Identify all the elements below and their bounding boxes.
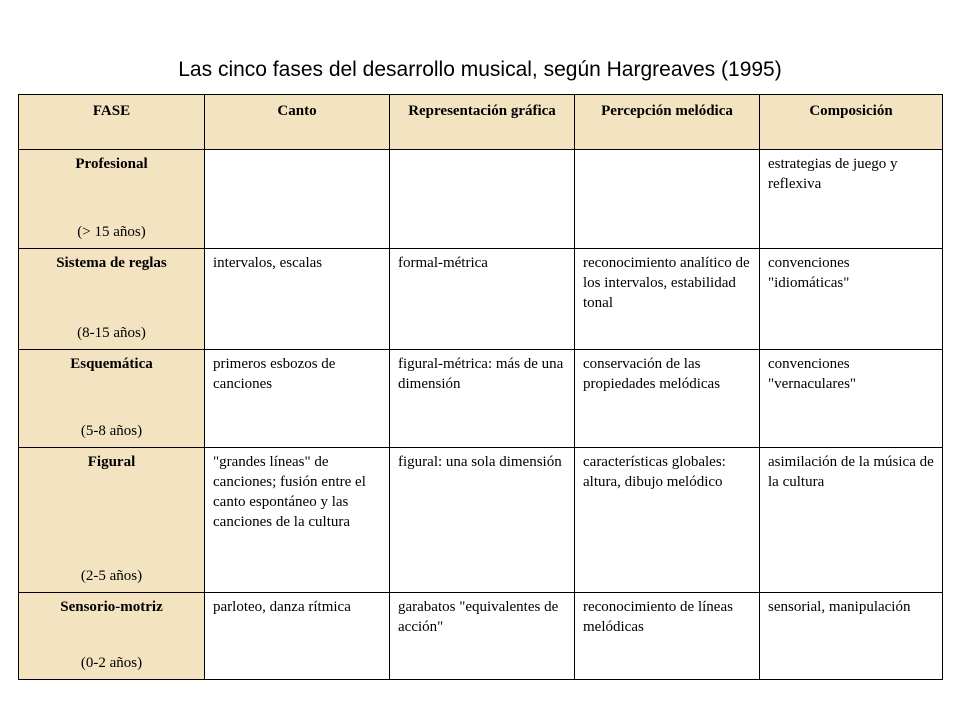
canto-cell: "grandes líneas" de canciones; fusión entre el canto espontáneo y las canciones de la cultura (205, 448, 390, 593)
canto-cell: primeros esbozos de canciones (205, 350, 390, 448)
phase-name: Sensorio-motriz (60, 599, 163, 615)
phase-age: (8-15 años) (77, 325, 146, 341)
representacion-cell: garabatos "equivalentes de acción" (390, 593, 575, 680)
header-row (19, 95, 943, 150)
phase-cell (19, 448, 205, 593)
phase-name: Figural (87, 454, 136, 470)
phase-cell (19, 249, 205, 350)
table-row (19, 150, 943, 249)
composicion-cell: convenciones "idiomáticas" (760, 249, 943, 350)
percepcion-cell: conservación de las propiedades melódicas (575, 350, 760, 448)
canto-cell: intervalos, escalas (205, 249, 390, 350)
percepcion-cell: reconocimiento de líneas melódicas (575, 593, 760, 680)
header-composicion: Composición (760, 95, 943, 150)
header-representacion: Representación gráfica (390, 95, 575, 150)
representacion-cell (390, 150, 575, 249)
phase-cell (19, 150, 205, 249)
phase-age: (5-8 años) (80, 423, 143, 439)
phases-table (18, 94, 943, 680)
table-row (19, 350, 943, 448)
phase-age: (0-2 años) (80, 655, 143, 671)
table-row (19, 593, 943, 680)
percepcion-cell: reconocimiento analítico de los intervalos, estabilidad tonal (575, 249, 760, 350)
composicion-cell: asimilación de la música de la cultura (760, 448, 943, 593)
percepcion-cell: características globales: altura, dibujo melódico (575, 448, 760, 593)
header-fase: FASE (19, 95, 205, 150)
header-canto: Canto (205, 95, 390, 150)
representacion-cell: figural: una sola dimensión (390, 448, 575, 593)
percepcion-cell (575, 150, 760, 249)
canto-cell (205, 150, 390, 249)
phase-name: Esquemática (70, 356, 153, 372)
composicion-cell: convenciones "vernaculares" (760, 350, 943, 448)
phase-age: (2-5 años) (80, 568, 143, 584)
canto-cell: parloteo, danza rítmica (205, 593, 390, 680)
representacion-cell: formal-métrica (390, 249, 575, 350)
composicion-cell: estrategias de juego y reflexiva (760, 150, 943, 249)
phase-age: (> 15 años) (77, 224, 146, 240)
composicion-cell: sensorial, manipulación (760, 593, 943, 680)
phase-cell (19, 593, 205, 680)
table-row (19, 448, 943, 593)
table-row (19, 249, 943, 350)
phase-cell (19, 350, 205, 448)
header-percepcion: Percepción melódica (575, 95, 760, 150)
phase-name: Profesional (75, 156, 148, 172)
page-title: Las cinco fases del desarrollo musical, según Hargreaves (1995) (178, 58, 782, 81)
representacion-cell: figural-métrica: más de una dimensión (390, 350, 575, 448)
phase-name: Sistema de reglas (56, 255, 167, 271)
